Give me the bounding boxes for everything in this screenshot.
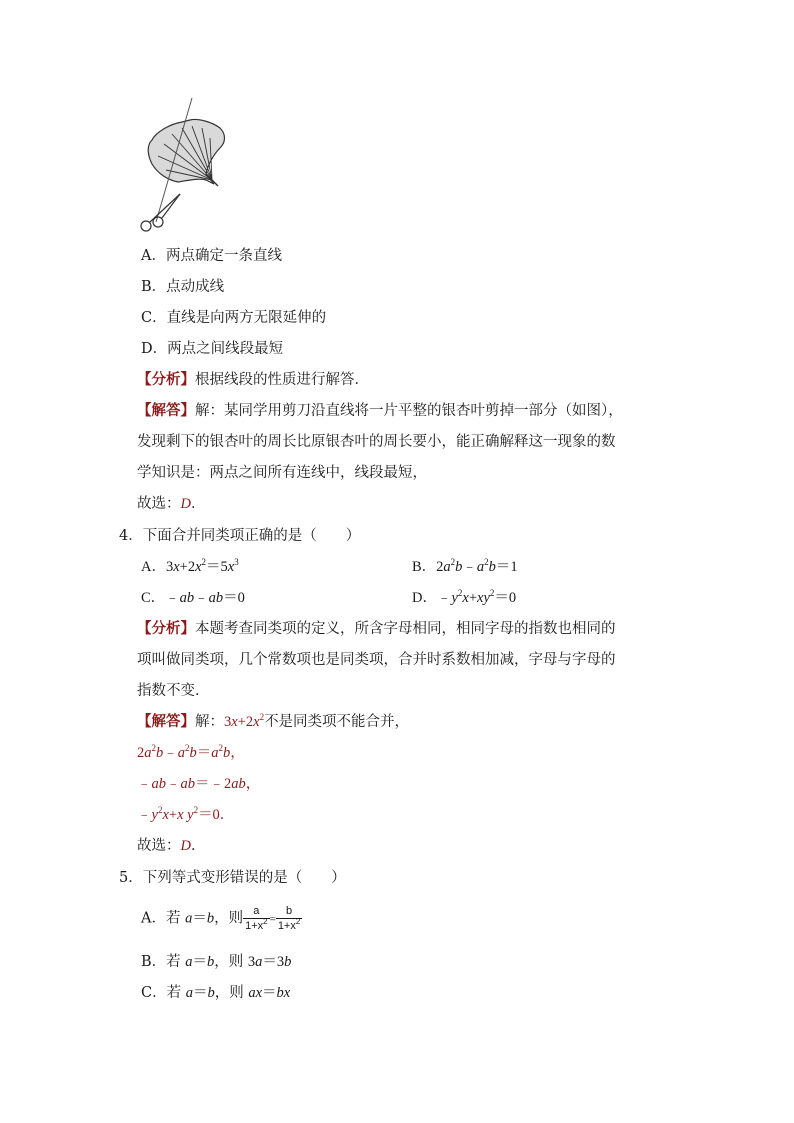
option-letter: A．: [141, 559, 166, 575]
option-then: ，则: [214, 910, 244, 927]
q3-answer-line-3: 学知识是：两点之间所有连线中，线段最短，: [137, 465, 427, 481]
choose-label: 故选：: [137, 838, 181, 854]
q4-answer-line-1: [137, 712, 409, 732]
fraction-right: $\frac{b}{1+x^2}$: [277, 905, 301, 932]
q4-option-c: [141, 588, 245, 608]
condition: a: [185, 910, 193, 927]
choose-end: ．: [190, 496, 206, 512]
q3-answer-line-2: 发现剩下的银杏叶的周长比原银杏叶的周长要小，能正确解释这一现象的数: [137, 434, 616, 450]
answer-expression: $3x+2x^2$: [224, 712, 265, 730]
analysis-tag: 【分析】: [137, 620, 195, 637]
option-text: 点动成线: [166, 279, 225, 295]
option-expression: $2a^2b﹣a^2b=1$: [436, 557, 518, 575]
option-letter: B．: [412, 559, 437, 575]
q3-choose: [137, 494, 205, 514]
option-expression: $3x+2x^2=5x^3$: [165, 557, 239, 575]
q4-choose: [137, 836, 205, 856]
q5-option-a: A．若 a＝b，则 $\frac{a}{1+x^2}$ = $\frac{b}{1+x^2}$: [141, 905, 301, 932]
option-if: 若: [165, 910, 186, 927]
q3-option-b: [141, 277, 224, 297]
q3-option-a: [141, 246, 282, 266]
q3-analysis: [137, 370, 369, 390]
q4-stem: [119, 526, 360, 546]
q5-option-b: B．若 a＝b，则 3a＝3b: [141, 954, 292, 970]
answer-text: 解：某同学用剪刀沿直线将一片平整的银杏叶剪掉一部分（如图），: [195, 403, 623, 419]
option-text: 直线是向两方无限延伸的: [166, 310, 327, 326]
ginkgo-leaf-scissors-figure: [134, 94, 234, 236]
question-number: 4．: [119, 528, 143, 544]
ginkgo-leaf: [148, 119, 224, 186]
question-number: 5．: [119, 870, 143, 886]
analysis-text: 根据线段的性质进行解答．: [195, 372, 369, 388]
scissors-icon: [141, 194, 180, 231]
choose-end: ．: [190, 838, 206, 854]
option-letter: D．: [412, 590, 437, 606]
option-letter: A．: [141, 910, 166, 927]
option-letter: C．: [141, 590, 166, 606]
q3-option-c: [141, 308, 326, 328]
option-letter: D．: [141, 341, 168, 357]
q4-option-b: [412, 557, 518, 577]
q3-option-d: [141, 339, 283, 359]
option-letter: C．: [141, 985, 167, 1001]
option-letter: A．: [141, 248, 166, 264]
fraction-left: $\frac{a}{1+x^2}$: [245, 905, 268, 932]
option-then: ，则: [214, 954, 248, 970]
analysis-text: 本题考查同类项的定义，所含字母相同，相同字母的指数也相同的: [195, 621, 616, 637]
answer-prefix: 解：: [195, 714, 224, 730]
option-if: 若: [166, 985, 186, 1001]
option-letter: C．: [141, 310, 167, 326]
option-letter: B．: [141, 954, 167, 970]
q5-option-c: C．若 a＝b，则 ax＝bx: [141, 985, 291, 1001]
q4-option-a: [141, 557, 239, 577]
choose-label: 故选：: [137, 496, 181, 512]
analysis-tag: 【分析】: [137, 371, 195, 388]
q4-answer-line-4: $﹣y^2x+x$ $y^2=0$．: [137, 805, 235, 823]
option-text: 两点之间线段最短: [167, 341, 284, 357]
option-expression: $﹣y^2x+xy^2=0$: [436, 588, 517, 606]
question-text: 下面合并同类项正确的是（ ）: [142, 528, 361, 544]
q4-analysis-line-1: [137, 619, 616, 639]
option-text: 两点确定一条直线: [165, 248, 282, 264]
answer-tag: 【解答】: [137, 402, 195, 419]
q4-analysis-line-3: 指数不变．: [137, 683, 210, 699]
option-if: 若: [166, 954, 186, 970]
q5-stem: [119, 868, 346, 888]
answer-tag: 【解答】: [137, 713, 195, 730]
q4-analysis-line-2: 项叫做同类项，几个常数项也是同类项，合并时系数相加减，字母与字母的: [137, 652, 616, 668]
option-expression: ﹣ab﹣ab＝0: [165, 590, 245, 606]
q3-answer-line-1: [137, 401, 623, 421]
question-text: 下列等式变形错误的是（ ）: [142, 870, 346, 886]
q4-option-d: [412, 588, 516, 608]
q4-answer-line-2: $2a^2b﹣a^2b=a^2b$，: [137, 743, 245, 761]
choose-value: D: [180, 838, 191, 854]
answer-suffix: 不是同类项不能合并，: [264, 714, 410, 730]
option-then: ，则: [214, 985, 249, 1001]
q4-answer-line-3: ﹣ab﹣ab＝﹣2ab，: [137, 776, 261, 792]
choose-value: D: [180, 496, 191, 512]
option-letter: B．: [141, 279, 167, 295]
